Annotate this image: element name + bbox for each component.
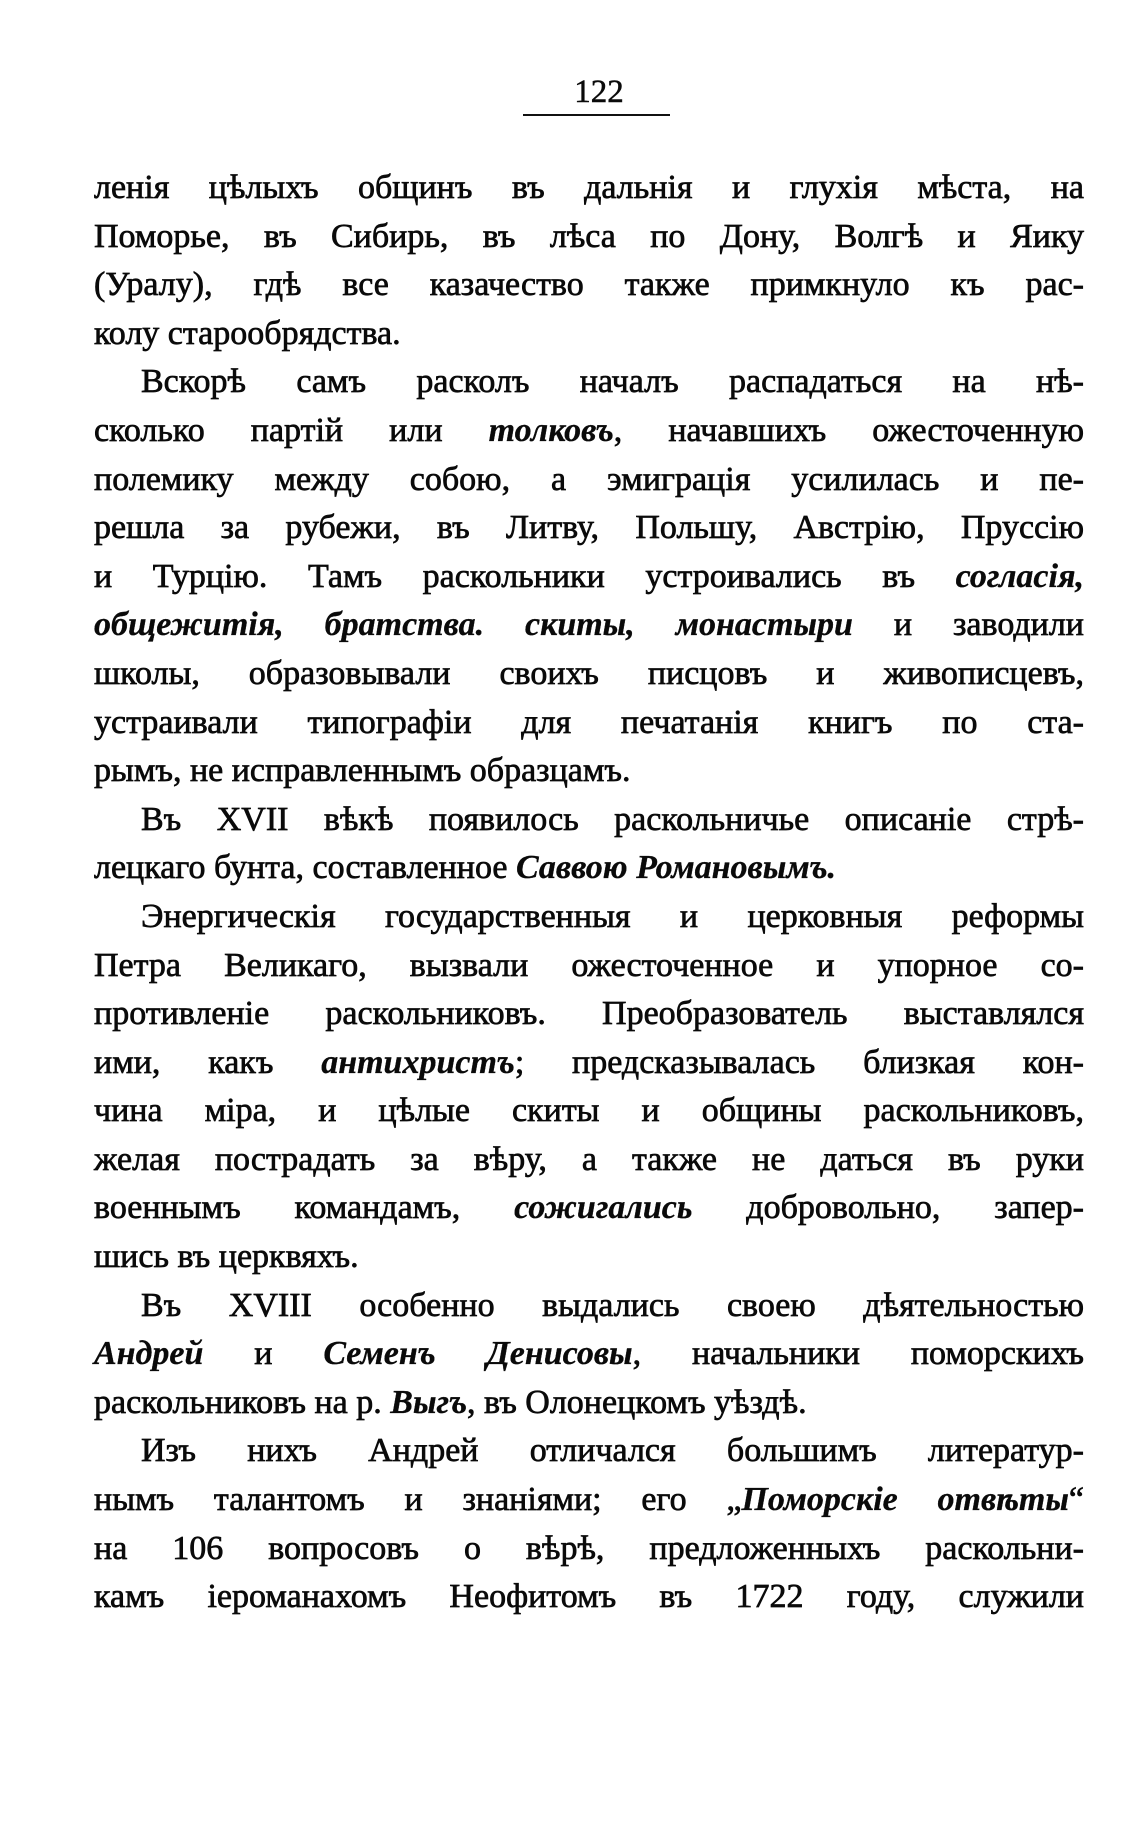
text-line: колу старообрядства. (94, 314, 401, 352)
text-segment: и (203, 1335, 324, 1373)
paragraph (94, 893, 1084, 1282)
text-line (94, 601, 1084, 650)
text-line (94, 553, 1084, 602)
text-line (94, 844, 1084, 893)
text-line (94, 407, 1084, 456)
text-line (94, 1330, 1084, 1379)
text-line: камъ іероманахомъ Неофитомъ въ 1722 году, служили (94, 1578, 1084, 1616)
text-segment: , въ Олонецкомъ уѣздѣ. (467, 1383, 807, 1421)
italic-term: Семенъ Денисовы (323, 1335, 633, 1373)
italic-term: общежитія, братства. скиты, монастыри (94, 606, 853, 644)
text-segment: сколько партій или (94, 411, 489, 449)
italic-term: сожигались (514, 1189, 693, 1227)
text-segment: добровольно, запер- (692, 1189, 1084, 1227)
page-number: 122 (574, 74, 624, 110)
text-segment: ; предсказывалась близкая кон- (514, 1043, 1085, 1081)
text-line: Въ XVII вѣкѣ появилось раскольничье описаніе стрѣ- (141, 800, 1084, 838)
text-line: Петра Великаго, вызвали ожесточенное и упорное со- (94, 946, 1084, 984)
text-line: противленіе раскольниковъ. Преобразователь выставлялся (94, 995, 1084, 1033)
italic-term: толковъ (488, 411, 614, 449)
text-line (94, 1039, 1084, 1088)
text-line: ленія цѣлыхъ общинъ въ дальнія и глухія мѣста, на (94, 169, 1084, 206)
italic-term: согласія, (955, 557, 1084, 595)
text-line: шись въ церквяхъ. (94, 1238, 359, 1276)
text-segment: , начальники поморскихъ (632, 1335, 1084, 1373)
text-line (94, 1379, 1084, 1428)
text-segment: раскольниковъ на р. (94, 1383, 391, 1421)
italic-term: Саввою Романовымъ. (515, 849, 837, 887)
italic-term: Андрей (94, 1335, 204, 1373)
text-line: Вскорѣ самъ расколъ началъ распадаться на нѣ- (141, 363, 1084, 401)
text-segment: лецкаго бунта, составленное (94, 849, 516, 887)
text-segment: “ (1068, 1481, 1085, 1519)
text-line (94, 1476, 1084, 1525)
paragraph (94, 796, 1084, 893)
text-line: Изъ нихъ Андрей отличался большимъ литератур- (141, 1432, 1084, 1470)
italic-term: антихристъ (321, 1043, 515, 1081)
text-line: чина міра, и цѣлые скиты и общины раскольниковъ, (94, 1092, 1084, 1130)
paragraph (94, 1282, 1084, 1428)
paragraph (94, 164, 1084, 358)
text-line: Энергическія государственныя и церковныя реформы (141, 897, 1084, 935)
text-segment: и Турцію. Тамъ раскольники устроивались въ (94, 557, 956, 595)
text-line: на 106 вопросовъ о вѣрѣ, предложенныхъ раскольни- (94, 1529, 1084, 1567)
text-segment: и заводили (852, 606, 1085, 644)
text-line: желая пострадать за вѣру, а также не даться въ руки (94, 1140, 1084, 1178)
paragraph (94, 358, 1084, 795)
italic-term: Выгъ (390, 1383, 467, 1421)
text-line: школы, образовывали своихъ писцовъ и живописцевъ, (94, 654, 1084, 692)
text-line: (Уралу), гдѣ все казачество также примкнуло къ рас- (94, 266, 1084, 304)
text-line: рымъ, не исправленнымъ образцамъ. (94, 752, 631, 790)
text-segment: ими, какъ (94, 1043, 322, 1081)
text-segment: военнымъ командамъ, (94, 1189, 515, 1227)
text-line: полемику между собою, а эмиграція усилилась и пе- (94, 460, 1084, 498)
italic-term: Поморскіе отвѣты (741, 1481, 1069, 1519)
text-line: Въ XVIII особенно выдались своею дѣятельностью (141, 1286, 1084, 1324)
text-segment: нымъ талантомъ и знаніями; его „ (94, 1481, 742, 1519)
page-number-rule (523, 114, 670, 116)
text-segment: , начавшихъ ожесточенную (613, 411, 1084, 449)
paragraph (94, 1427, 1084, 1621)
text-line: решла за рубежи, въ Литву, Польшу, Австрію, Пруссію (94, 509, 1084, 547)
text-line: устраивали типографіи для печатанія книгъ по ста- (94, 703, 1084, 741)
body-text (94, 164, 1084, 1622)
text-line: Поморье, въ Сибирь, въ лѣса по Дону, Волгѣ и Яику (94, 217, 1084, 255)
text-line (94, 1184, 1084, 1233)
